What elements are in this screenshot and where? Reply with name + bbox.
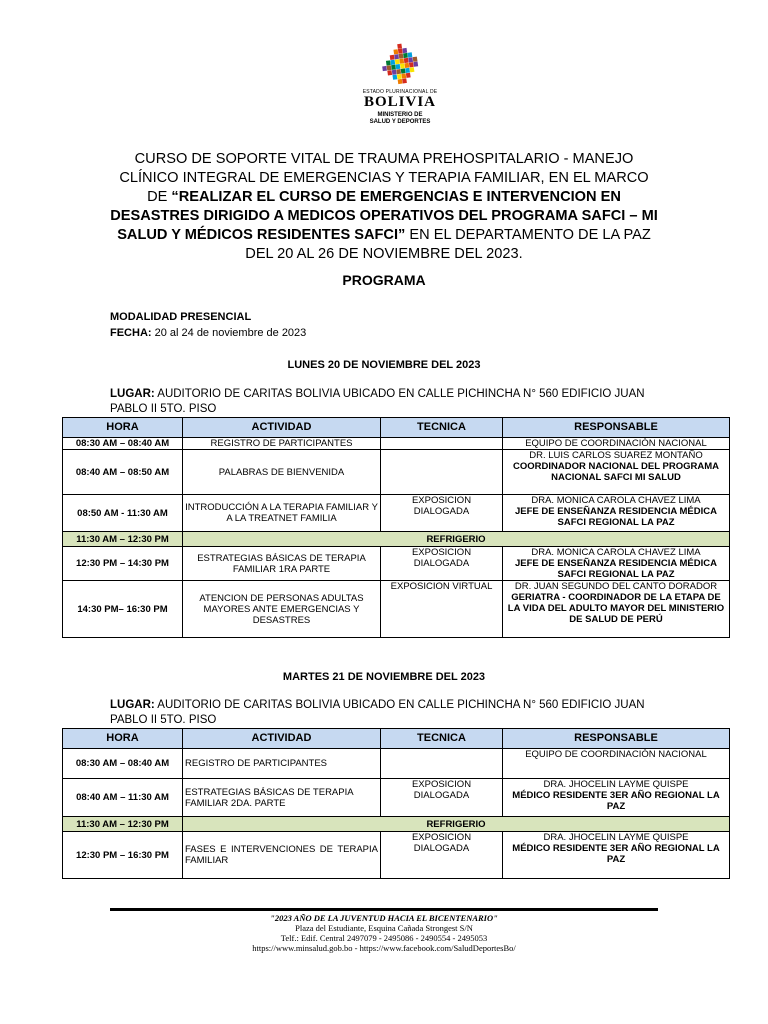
responsable-name: EQUIPO DE COORDINACIÓN NACIONAL — [525, 438, 707, 449]
cell-tecnica: EXPOSICION DIALOGADA — [381, 832, 503, 879]
responsable-name: DRA. MONICA CAROLA CHAVEZ LIMA — [531, 547, 701, 558]
table-row — [63, 438, 730, 450]
day1-title: LUNES 20 DE NOVIEMBRE DEL 2023 — [287, 359, 481, 371]
cell-hora: 14:30 PM– 16:30 PM — [63, 581, 183, 638]
cell-tecnica: EXPOSICION VIRTUAL — [381, 581, 503, 638]
header-hora: HORA — [63, 418, 183, 438]
table-row — [63, 532, 730, 547]
cell-tecnica — [381, 450, 503, 495]
table-row — [63, 547, 730, 581]
cell-responsable — [503, 779, 730, 817]
cell-hora: 08:30 AM – 08:40 AM — [63, 749, 183, 779]
header-tecnica: TECNICA — [381, 418, 503, 438]
header-responsable: RESPONSABLE — [503, 729, 730, 749]
table-row — [63, 581, 730, 638]
responsable-name: EQUIPO DE COORDINACIÓN NACIONAL — [525, 749, 707, 760]
cell-actividad: PALABRAS DE BIENVENIDA — [183, 450, 381, 495]
cell-responsable — [503, 547, 730, 581]
cell-responsable — [503, 450, 730, 495]
header-row — [63, 418, 730, 438]
day1-lugar-value: AUDITORIO DE CARITAS BOLIVIA UBICADO EN CALLE PICHINCHA N° 560 EDIFICIO JUAN PABLO II 5TO. PISO — [110, 388, 645, 415]
logo-line-ministerio: MINISTERIO DE — [377, 112, 423, 118]
table-row — [63, 817, 730, 832]
footer — [0, 913, 768, 953]
cell-actividad: FASES E INTERVENCIONES DE TERAPIA FAMILIAR — [183, 832, 381, 879]
fecha-value: 20 al 24 de noviembre de 2023 — [151, 327, 307, 339]
bolivia-mosaic-icon — [380, 40, 420, 88]
title-bold: “REALIZAR EL CURSO DE EMERGENCIAS E INTERVENCION EN DESASTRES DIRIGIDO A MEDICOS OPERATIVOS DEL PROGRAMA SAFCI – MI SALUD Y MÉDICOS RESIDENTES SAFCI” — [110, 189, 658, 243]
cell-responsable — [503, 495, 730, 532]
programa-heading: PROGRAMA — [342, 272, 426, 288]
header-hora: HORA — [63, 729, 183, 749]
cell-hora: 08:40 AM – 08:50 AM — [63, 450, 183, 495]
cell-actividad: ESTRATEGIAS BÁSICAS DE TERAPIA FAMILIAR 2DA. PARTE — [183, 779, 381, 817]
cell-tecnica: EXPOSICION DIALOGADA — [381, 495, 503, 532]
table-row — [63, 495, 730, 532]
cell-refrigerio: REFRIGERIO — [183, 532, 730, 547]
day2-lugar — [110, 698, 680, 728]
responsable-name: DR. JUAN SEGUNDO DEL CANTO DORADOR — [514, 581, 718, 592]
header-row — [63, 729, 730, 749]
document-title — [108, 150, 660, 264]
header-responsable: RESPONSABLE — [503, 418, 730, 438]
responsable-role: GERIATRA - COORDINADOR DE LA ETAPA DE LA VIDA DEL ADULTO MAYOR DEL MINISTERIO DE SALUD DE PERÚ — [507, 592, 725, 625]
cell-actividad: INTRODUCCIÓN A LA TERAPIA FAMILIAR Y A LA TREATNET FAMILIA — [183, 495, 381, 532]
footer-slogan: "2023 AÑO DE LA JUVENTUD HACIA EL BICENTENARIO" — [270, 913, 498, 923]
ministry-logo — [355, 40, 445, 135]
header-actividad: ACTIVIDAD — [183, 418, 381, 438]
cell-hora: 08:40 AM – 11:30 AM — [63, 779, 183, 817]
table-row — [63, 832, 730, 879]
logo-line-estado: ESTADO PLURINACIONAL DE — [362, 89, 438, 95]
responsable-name: DRA. JHOCELIN LAYME QUISPE — [543, 832, 689, 843]
cell-hora: 08:50 AM - 11:30 AM — [63, 495, 183, 532]
responsable-name: DRA. JHOCELIN LAYME QUISPE — [543, 779, 689, 790]
cell-actividad: ATENCION DE PERSONAS ADULTAS MAYORES ANTE EMERGENCIAS Y DESASTRES — [183, 581, 381, 638]
responsable-role: COORDINADOR NACIONAL DEL PROGRAMA NACIONAL SAFCI MI SALUD — [512, 461, 719, 483]
footer-links: https://www.minsalud.gob.bo - https://www.facebook.com/SaludDeportesBo/ — [252, 943, 516, 953]
day2-lugar-value: AUDITORIO DE CARITAS BOLIVIA UBICADO EN CALLE PICHINCHA N° 560 EDIFICIO JUAN PABLO II 5TO. PISO — [110, 699, 645, 726]
day1-lugar — [110, 387, 680, 417]
logo-line-salud: SALUD Y DEPORTES — [369, 119, 431, 125]
cell-responsable — [503, 581, 730, 638]
cell-responsable — [503, 749, 730, 779]
cell-tecnica: EXPOSICION DIALOGADA — [381, 779, 503, 817]
footer-phones: Telf.: Edif. Central 2497079 - 2495086 - 2490554 - 2495053 — [280, 933, 488, 943]
logo-line-bolivia: BOLIVIA — [363, 94, 437, 110]
cell-hora: 12:30 PM – 16:30 PM — [63, 832, 183, 879]
cell-hora: 12:30 PM – 14:30 PM — [63, 547, 183, 581]
cell-responsable — [503, 438, 730, 450]
cell-tecnica — [381, 438, 503, 450]
responsable-role: JEFE DE ENSEÑANZA RESIDENCIA MÉDICA SAFCI REGIONAL LA PAZ — [515, 506, 717, 528]
responsable-role: MÉDICO RESIDENTE 3ER AÑO REGIONAL LA PAZ — [512, 790, 720, 812]
table-row — [63, 779, 730, 817]
table-row — [63, 749, 730, 779]
cell-tecnica — [381, 749, 503, 779]
modalidad: MODALIDAD PRESENCIAL — [110, 311, 252, 323]
day1-schedule-table — [62, 417, 730, 638]
cell-actividad: REGISTRO DE PARTICIPANTES — [183, 438, 381, 450]
fecha-label: FECHA: — [110, 327, 152, 339]
header-tecnica: TECNICA — [381, 729, 503, 749]
cell-actividad: REGISTRO DE PARTICIPANTES — [183, 749, 381, 779]
responsable-role: MÉDICO RESIDENTE 3ER AÑO REGIONAL LA PAZ — [512, 843, 720, 865]
responsable-name: DRA. MONICA CAROLA CHAVEZ LIMA — [531, 495, 701, 506]
responsable-role: JEFE DE ENSEÑANZA RESIDENCIA MÉDICA SAFCI REGIONAL LA PAZ — [515, 558, 717, 580]
day2-lugar-label: LUGAR: — [110, 699, 155, 711]
cell-responsable — [503, 832, 730, 879]
responsable-name: DR. LUIS CARLOS SUAREZ MONTAÑO — [529, 450, 703, 461]
cell-hora: 08:30 AM – 08:40 AM — [63, 438, 183, 450]
cell-actividad: ESTRATEGIAS BÁSICAS DE TERAPIA FAMILIAR 1RA PARTE — [183, 547, 381, 581]
cell-refrigerio: REFRIGERIO — [183, 817, 730, 832]
footer-address: Plaza del Estudiante, Esquina Cañada Strongest S/N — [295, 923, 473, 933]
day2-schedule-table — [62, 728, 730, 879]
cell-tecnica: EXPOSICION DIALOGADA — [381, 547, 503, 581]
day1-lugar-label: LUGAR: — [110, 388, 155, 400]
table-row — [63, 450, 730, 495]
fecha-line — [110, 327, 306, 339]
title-normal-1: CURSO DE SOPORTE VITAL DE TRAUMA PREHOSPITALARIO - MANEJO CLÍNICO INTEGRAL DE EMERGENCIAS Y TERAPIA FAMILIAR, EN EL MARCO DE — [119, 151, 649, 205]
cell-hora: 11:30 AM – 12:30 PM — [63, 532, 183, 547]
title-normal-2: EN EL DEPARTAMENTO DE LA PAZ DEL 20 AL 26 DE NOVIEMBRE DEL 2023. — [245, 227, 651, 262]
cell-hora: 11:30 AM – 12:30 PM — [63, 817, 183, 832]
day2-title: MARTES 21 DE NOVIEMBRE DEL 2023 — [282, 671, 486, 683]
footer-divider — [110, 908, 658, 911]
header-actividad: ACTIVIDAD — [183, 729, 381, 749]
